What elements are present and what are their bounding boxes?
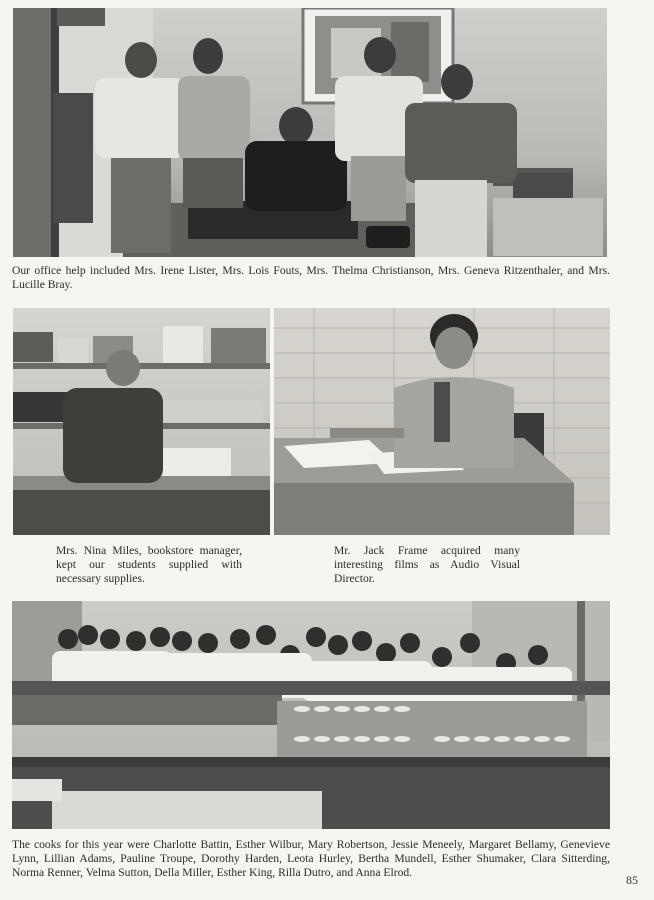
office-staff-photo (13, 8, 607, 257)
office-staff-caption: Our office help included Mrs. Irene Lister, Mrs. Lois Fouts, Mrs. Thelma Christianson, Mrs. Geneva Ritzenthaler, and Mrs. Lucille Bray. (12, 264, 610, 291)
page-number: 85 (626, 873, 638, 887)
bookstore-caption: Mrs. Nina Miles, bookstore manager, kept our students supplied with necessary supplies. (56, 544, 242, 585)
bookstore-photo (13, 308, 270, 535)
cooks-caption: The cooks for this year were Charlotte Battin, Esther Wilbur, Mary Robertson, Jessie Meneely, Margaret Bellamy, Genevieve Lynn, Lillian Adams, Pauline Troupe, Dorothy Harden, Leota Hurley, Bertha Mundell, Esther Shumaker, Clara Sitterding, Norma Renner, Velma Sutton, Della Miller, Esther King, Rilla Dutro, and Anna Elrod. (12, 838, 610, 879)
cooks-photo (12, 601, 610, 829)
audio-visual-caption: Mr. Jack Frame acquired many interesting films as Audio Visual Director. (334, 544, 520, 585)
audio-visual-director-photo (274, 308, 610, 535)
